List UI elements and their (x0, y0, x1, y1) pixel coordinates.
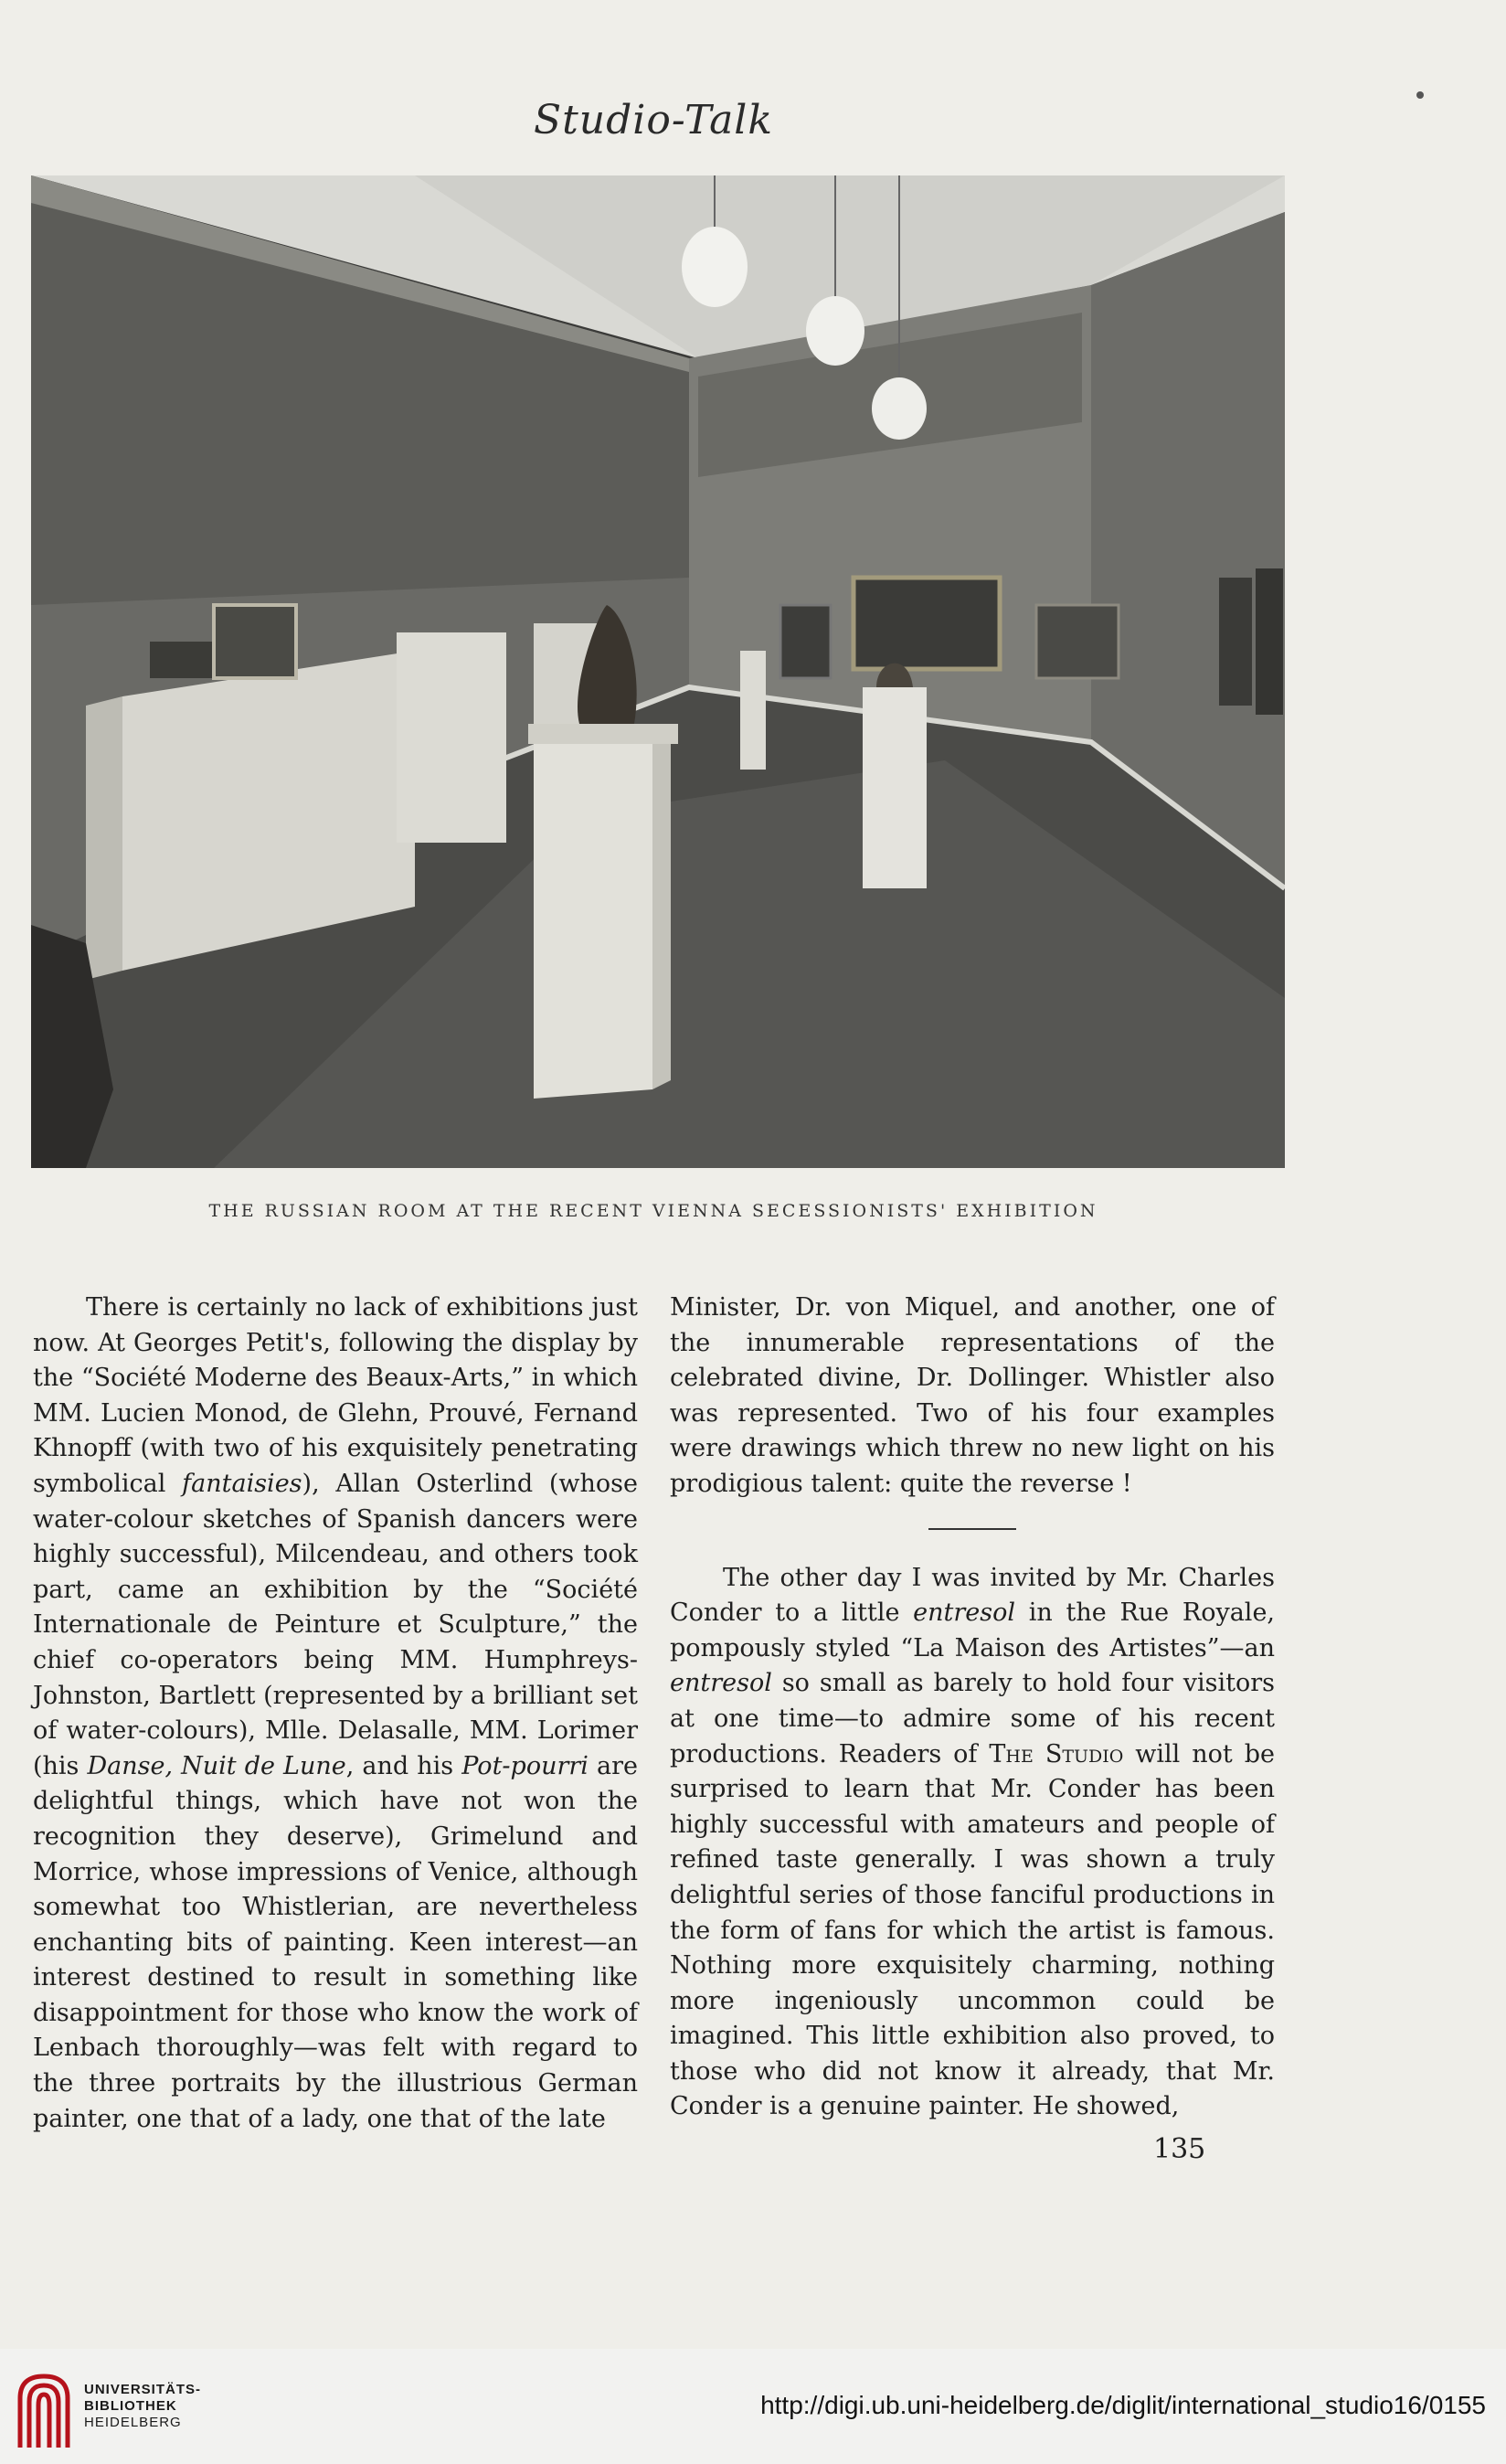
paragraph: There is certainly no lack of exhibitions just now. At Georges Petit's, following the display by the “Société Moderne des Beaux-Arts,” in which MM. Lucien Monod, de Glehn, Prouvé, Fernand Khnopff (with two of his exquisitely penetrating symbolical fantaisies), Allan Osterlind (whose water-colour sketches of Spanish dancers were highly successful), Milcendeau, and others took part, came an exhibition by the “Société Internationale de Peinture et Sculpture,” the chief co-operators being MM. Humphreys-Johnston, Bartlett (represented by a brilliant set of water-colours), Mlle. Delasalle, MM. Lorimer (his Danse, Nuit de Lune, and his Pot-pourri are delightful things, which have not won the recognition they deserve), Grimelund and Morrice, whose impressions of Venice, although somewhat too Whistlerian, are nevertheless enchanting bits of painting. Keen interest—an interest destined to result in something like disappointment for those who know the work of Lenbach thoroughly—was felt with regard to the three portraits by the illustrious German painter, one that of a lady, one that of the late (33, 1293, 638, 2133)
text-column-right (670, 1290, 1275, 2125)
text-column-left (33, 1290, 638, 2137)
page-number: 135 (1153, 2133, 1206, 2165)
running-title: Studio-Talk (533, 97, 774, 143)
exhibition-photograph (31, 175, 1285, 1168)
university-library-logo-icon (15, 2371, 73, 2448)
paragraph: Minister, Dr. von Miquel, and another, one of the innumerable representations of the celebrated divine, Dr. Dollinger. Whistler also was represented. Two of his four examples were drawings which threw no new light on his prodigious talent: quite the reverse ! (670, 1293, 1275, 1498)
figure-caption: THE RUSSIAN ROOM AT THE RECENT VIENNA SECESSIONISTS' EXHIBITION (208, 1201, 1098, 1221)
source-url-link[interactable]: http://digi.ub.uni-heidelberg.de/diglit/international_studio16/0155 (760, 2391, 1486, 2419)
paragraph: The other day I was invited by Mr. Charles Conder to a little entresol in the Rue Royale, pompously styled “La Maison des Artistes”—an entresol so small as barely to hold four visitors at one time—to admire some of his recent productions. Readers of The Studio will not be surprised to learn that Mr. Conder has been highly successful with amateurs and people of refined taste generally. I was shown a truly delightful series of those fanciful productions in the form of fans for which the artist is famous. Nothing more exquisitely charming, nothing more ingeniously uncommon could be imagined. This little exhibition also proved, to those who did not know it already, that Mr. Conder is a genuine painter. He showed, (670, 1563, 1276, 2121)
margin-mark (1416, 91, 1424, 99)
section-divider (928, 1528, 1016, 1530)
library-name: UNIVERSITÄTS- BIBLIOTHEK HEIDELBERG (84, 2382, 202, 2430)
digitization-footer (0, 2349, 1506, 2464)
